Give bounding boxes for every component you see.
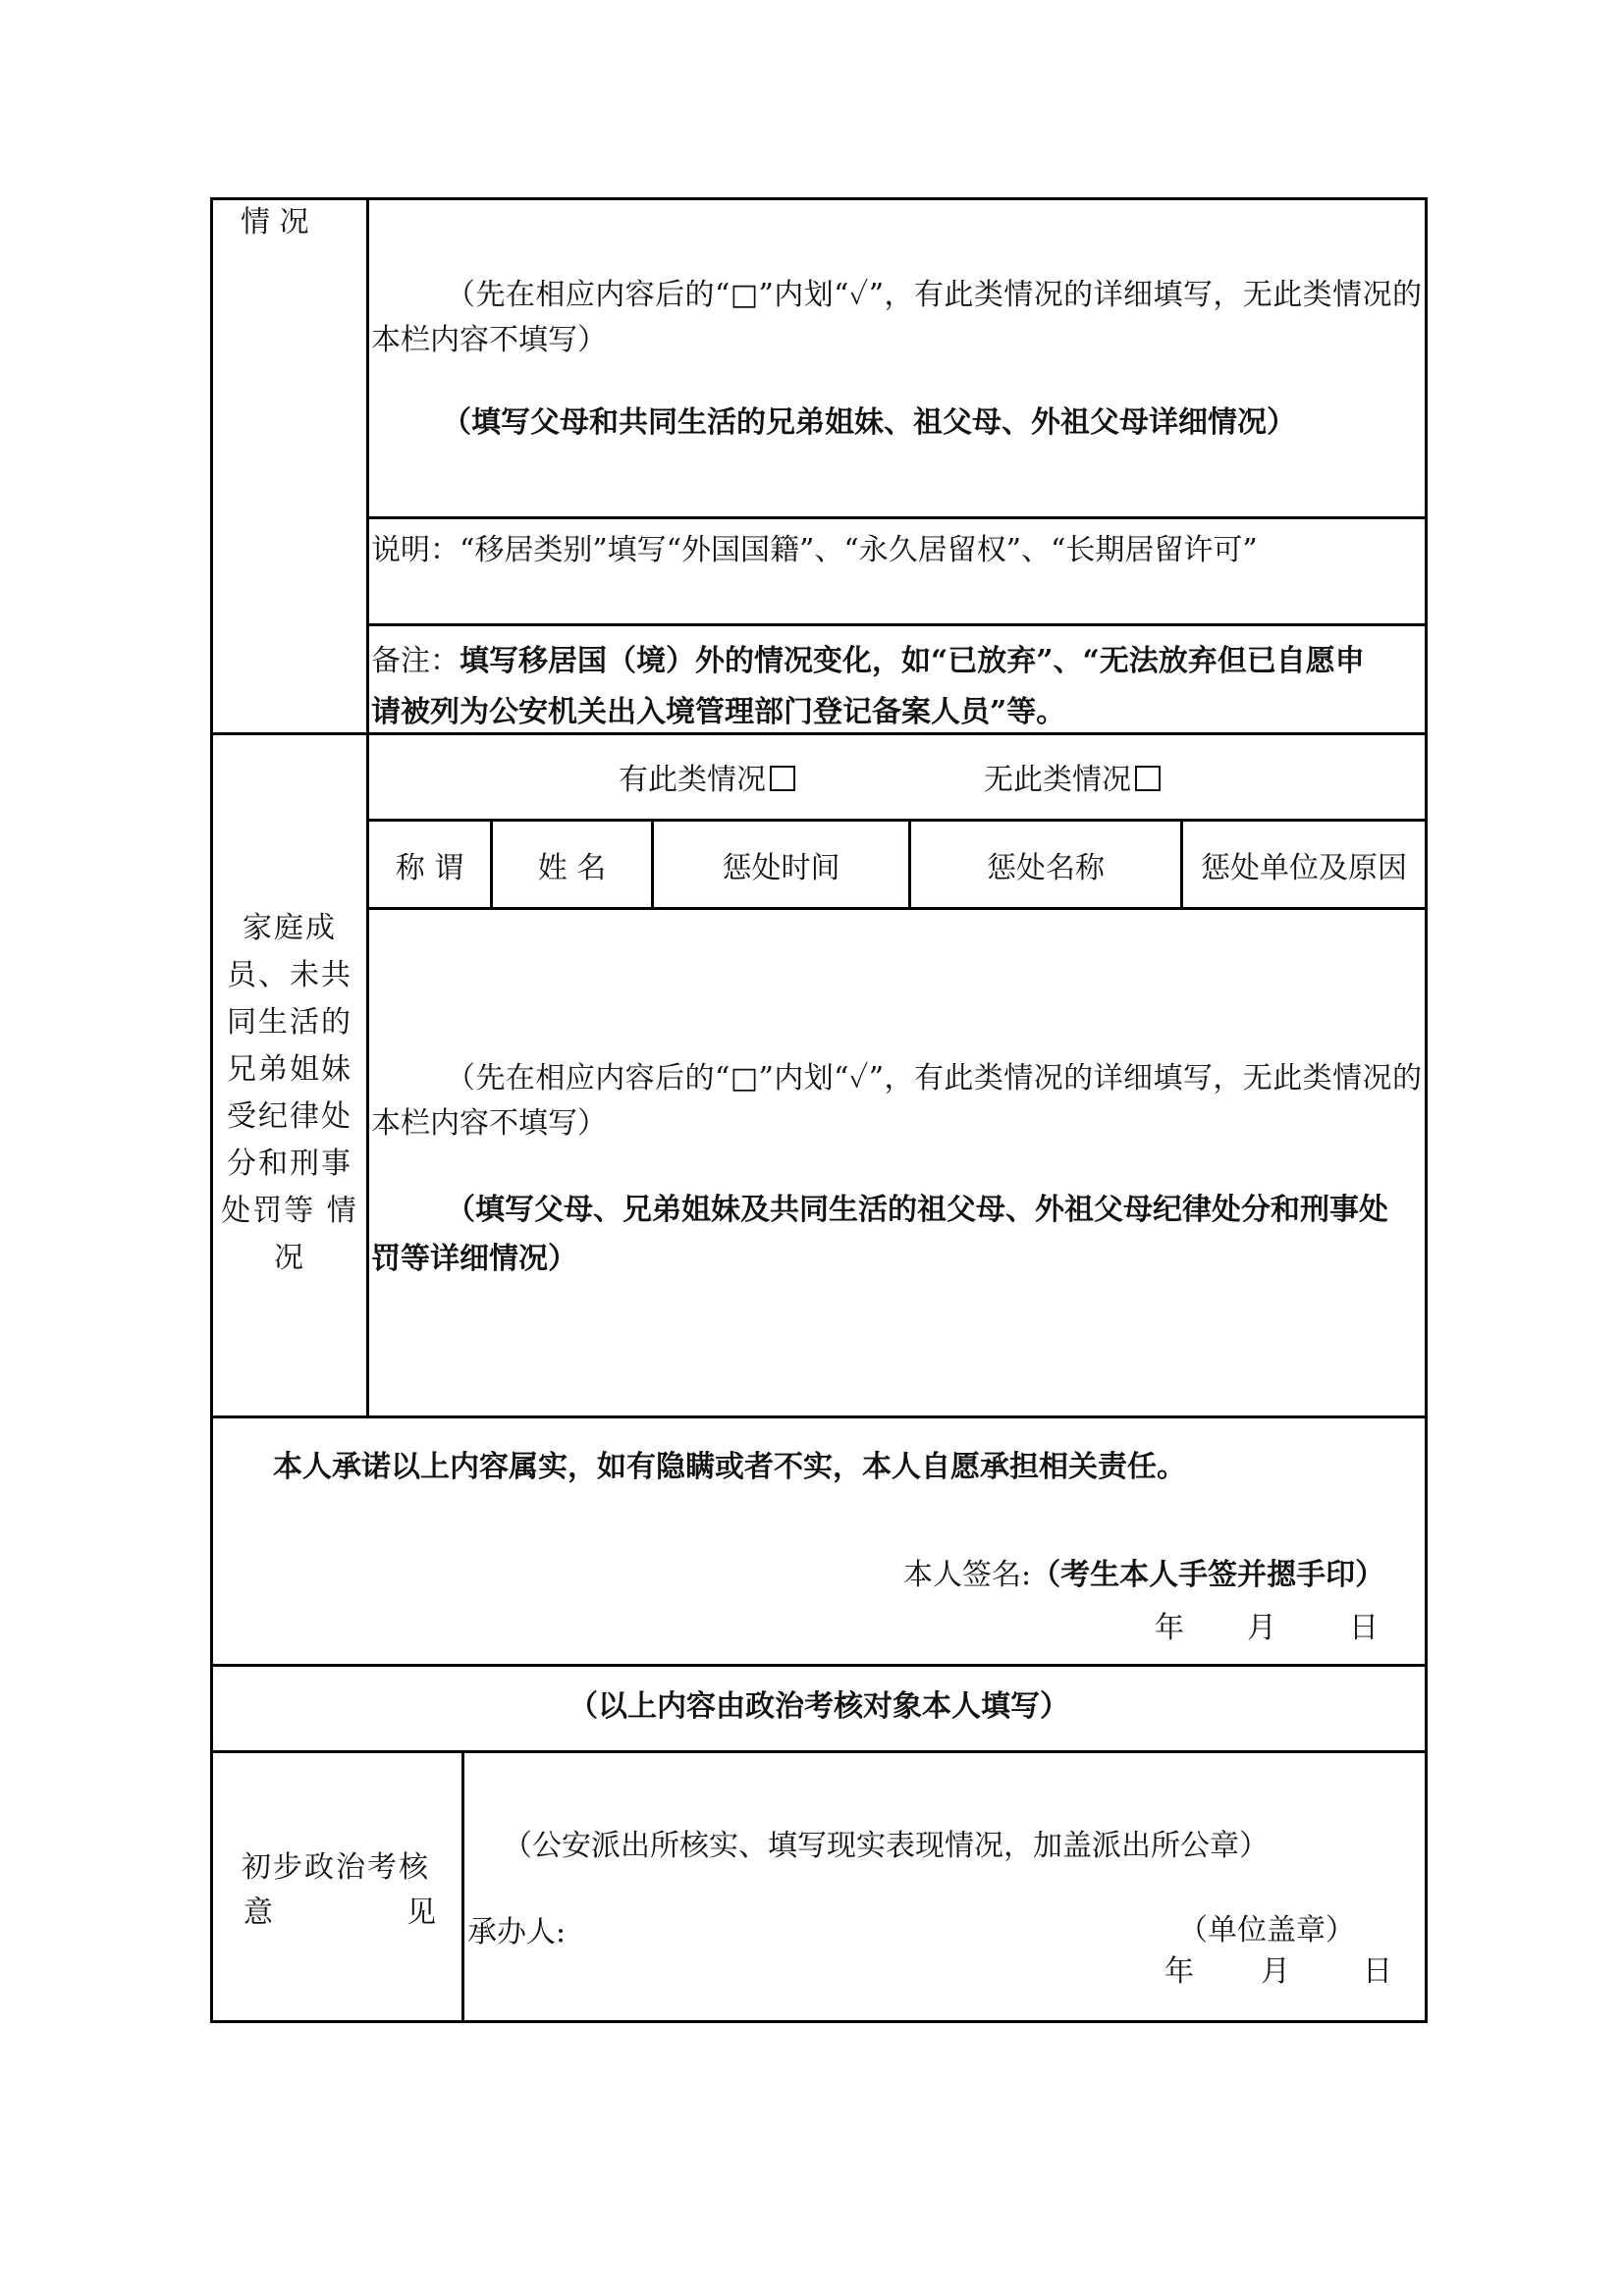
filled-by-bottom-line: [210, 1750, 1428, 1753]
review-instruction: （公安派出所核实、填写现实表现情况，加盖派出所公章）: [503, 1829, 1269, 1863]
filled-by-note: （以上内容由政治考核对象本人填写）: [568, 1689, 1069, 1724]
option-yes-label: 有此类情况: [619, 763, 766, 797]
option-no: [984, 758, 1161, 803]
review-label-line2-b: 见: [406, 1896, 436, 1930]
signature-line: [903, 1553, 1384, 1598]
section-a-instruction: （先在相应内容后的“□”内划“✓”，有此类情况的详细填写，无此类情况的本栏内容不填写）: [371, 278, 1422, 357]
section-a-label: 情 况: [241, 205, 309, 240]
table-left-border: [210, 197, 213, 2023]
section-a-divider: [366, 197, 369, 733]
table-bottom-border: [210, 2020, 1428, 2023]
section-a-bold-note: （填写父母和共同生活的兄弟姐妹、祖父母、外祖父母详细情况）: [442, 405, 1296, 440]
column-header-penalty-name: 惩处名称: [987, 851, 1105, 885]
review-label-line2-a: 意: [244, 1896, 273, 1930]
section-b-bold-note: （填写父母、兄弟姐妹及共同生活的祖父母、外祖父母纪律处分和刑事处罚等详细情况）: [371, 1193, 1388, 1276]
review-date-month: 月: [1261, 1954, 1290, 1989]
section-a-explanation: 说明：“移居类别”填写“外国国籍”、“永久居留权”、“长期居留许可”: [371, 533, 1258, 567]
review-divider: [461, 1750, 464, 2023]
column-header-time: 惩处时间: [722, 851, 840, 885]
signature-label: 本人签名:: [903, 1558, 1032, 1592]
signature-bold: （考生本人手签并摁手印）: [1031, 1558, 1385, 1592]
table-right-border: [1425, 197, 1428, 2023]
pledge-bottom-line: [210, 1664, 1428, 1667]
section-a-row-line-1: [366, 516, 1428, 519]
section-b-divider: [366, 732, 369, 1415]
option-no-checkbox[interactable]: [1135, 766, 1161, 791]
review-handler: 承办人:: [467, 1915, 567, 1949]
pledge-statement: 本人承诺以上内容属实，如有隐瞒或者不实，本人自愿承担相关责任。: [273, 1450, 1186, 1484]
option-yes: [619, 758, 795, 803]
review-seal: （单位盖章）: [1178, 1913, 1355, 1948]
review-date-day: 日: [1363, 1954, 1392, 1989]
table-top-border: [210, 197, 1428, 200]
review-date-year: 年: [1164, 1954, 1194, 1989]
section-a-row-line-2: [366, 623, 1428, 626]
section-b-bottom-line: [210, 1415, 1428, 1418]
option-yes-checkbox[interactable]: [770, 766, 795, 791]
option-no-label: 无此类情况: [984, 763, 1131, 797]
pledge-date-month: 月: [1247, 1611, 1276, 1645]
section-b-label: 家庭成员、未共同生活的兄弟姐妹受纪律处分和刑事处罚等 情况: [221, 911, 358, 1275]
section-b-row-line-1: [366, 819, 1428, 822]
column-header-name: 姓 名: [537, 851, 607, 885]
column-header-title: 称 谓: [395, 851, 464, 885]
remark-prefix: 备注：: [371, 644, 460, 678]
remark-bold: 填写移居国（境）外的情况变化，如“已放弃”、“无法放弃但已自愿申请被列为公安机关出入境管理部门登记备案人员”等。: [371, 644, 1365, 729]
section-b-instruction: （先在相应内容后的“□”内划“✓”，有此类情况的详细填写，无此类情况的本栏内容不填写）: [371, 1061, 1422, 1141]
pledge-date-year: 年: [1155, 1611, 1184, 1645]
section-a-remark: [371, 636, 1392, 738]
pledge-date-day: 日: [1349, 1611, 1379, 1645]
section-b-row-line-2: [366, 907, 1428, 910]
review-label-line1: 初步政治考核: [242, 1850, 430, 1885]
column-header-unit-reason: 惩处单位及原因: [1201, 851, 1407, 885]
